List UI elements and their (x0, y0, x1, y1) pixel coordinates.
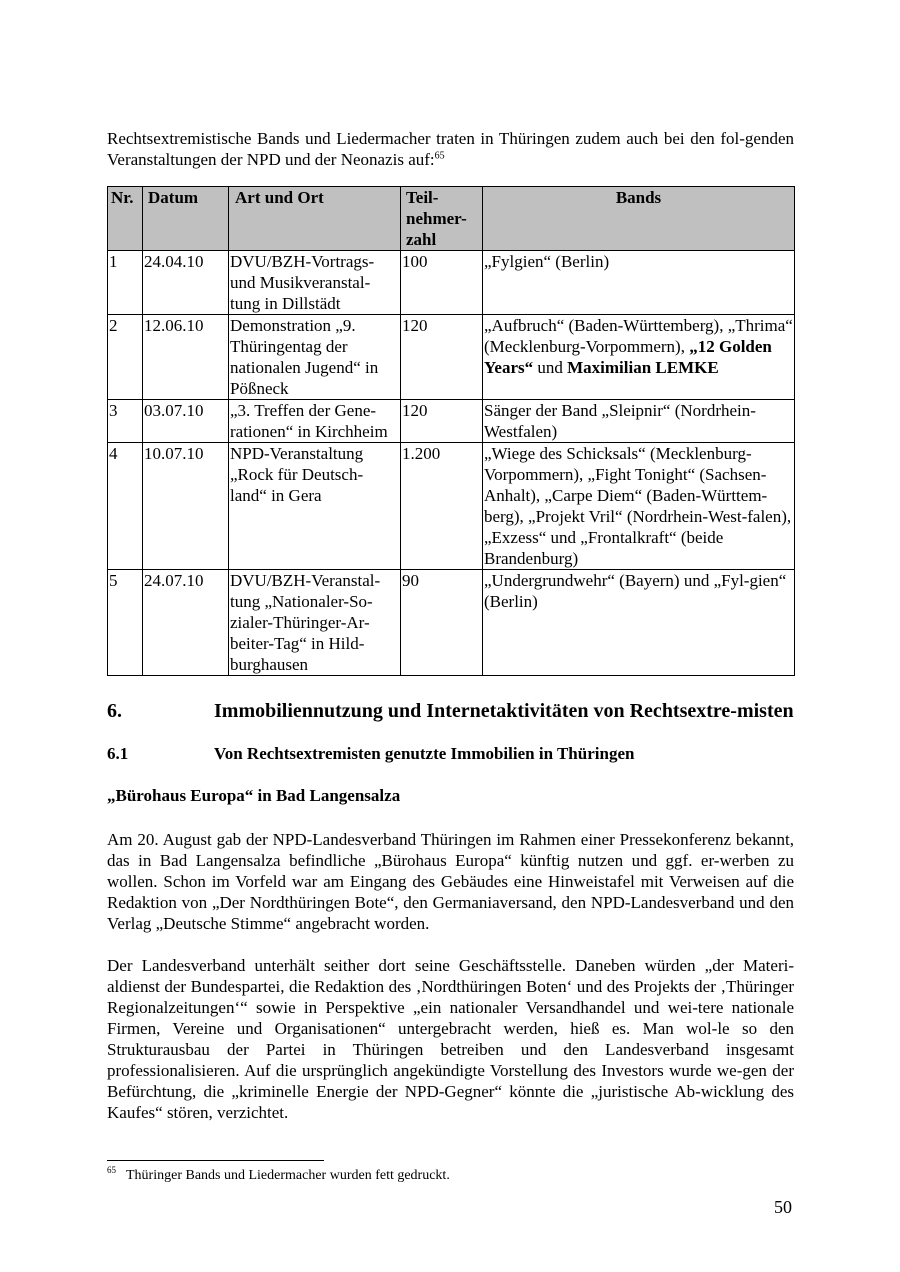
cell-datum: 24.04.10 (143, 251, 229, 315)
cell-bands: „Fylgien“ (Berlin) (483, 251, 795, 315)
subheading: „Bürohaus Europa“ in Bad Langensalza (107, 786, 401, 805)
page-number: 50 (774, 1197, 792, 1217)
bands-text: „Aufbruch“ (Baden-Württemberg), „Thrima“ (Mecklenburg-Vorpommern), (484, 316, 793, 356)
intro-text: Rechtsextremistische Bands und Liedermacher traten in Thüringen zudem auch bei den fol-genden Veranstaltungen der NPD und der Neonazis auf: (107, 129, 794, 169)
cell-art-und-ort: NPD-Veranstaltung „Rock für Deutsch-land“ in Gera (229, 443, 401, 570)
cell-nr: 4 (108, 443, 143, 570)
cell-art-und-ort: Demonstration „9. Thüringentag der nationalen Jugend“ in Pößneck (229, 315, 401, 400)
paragraph-2: Der Landesverband unterhält seither dort seine Geschäftsstelle. Daneben würden „der Materi-aldienst der Bundespartei, die Redaktion des ‚Nordthüringen Boten‘ und des Projekts der ‚Thüringer Regionalzeitungen‘“ sowie in Perspektive „ein nationaler Versandhandel und wei-tere nationale Firmen, Vereine und Organisationen“ untergebracht werden, hieß es. Man wol-le so den Strukturausbau der Partei in Thüringen betreiben und den Landesverband insgesamt professionalisieren. Auf die ursprünglich angekündigte Vorstellung des Investors wurde we-gen der Befürchtung, die „kriminelle Energie der NPD-Gegner“ könnte die „juristische Ab-wicklung des Kaufes“ stören, verzichtet. (107, 956, 794, 1122)
table-row (108, 251, 795, 315)
cell-bands: „Undergrundwehr“ (Bayern) und „Fyl-gien“ (Berlin) (483, 570, 795, 676)
cell-art-und-ort: DVU/BZH-Veranstal-tung „Nationaler-So-zialer-Thüringer-Ar-beiter-Tag“ in Hild-burghausen (229, 570, 401, 676)
paragraph-1: Am 20. August gab der NPD-Landesverband Thüringen im Rahmen einer Pressekonferenz bekannt, das in Bad Langensalza befindliche „Bürohaus Europa“ künftig nutzen und ggf. er-werben zu wollen. Schon im Vorfeld war am Eingang des Gebäudes eine Hinweistafel mit Verweisen auf die Redaktion von „Der Nordthüringen Bote“, den Germaniaversand, den NPD-Landesverband und den Verlag „Deutsche Stimme“ angebracht worden. (107, 830, 794, 933)
bands-connector: und (537, 358, 563, 377)
header-bands: Bands (483, 187, 795, 251)
cell-teilnehmerzahl: 90 (401, 570, 483, 676)
cell-bands: „Wiege des Schicksals“ (Mecklenburg-Vorpommern), „Fight Tonight“ (Sachsen-Anhalt), „Carpe Diem“ (Baden-Württem-berg), „Projekt Vril“ (Nordrhein-West-falen), „Exzess“ und „Frontalkraft“ (beide Brandenburg) (483, 443, 795, 570)
header-teilnehmerzahl: Teil-nehmer-zahl (401, 187, 483, 251)
page-body (107, 128, 794, 1123)
cell-teilnehmerzahl: 120 (401, 400, 483, 443)
cell-art-und-ort: DVU/BZH-Vortrags- und Musikveranstal-tung in Dillstädt (229, 251, 401, 315)
header-art-und-ort: Art und Ort (229, 187, 401, 251)
cell-teilnehmerzahl: 1.200 (401, 443, 483, 570)
cell-art-und-ort: „3. Treffen der Gene-rationen“ in Kirchheim (229, 400, 401, 443)
table-row (108, 443, 795, 570)
cell-nr: 5 (108, 570, 143, 676)
subsection-title: Von Rechtsextremisten genutzte Immobilien in Thüringen (214, 744, 635, 763)
cell-nr: 1 (108, 251, 143, 315)
section-number: 6. (107, 700, 122, 722)
footnote-divider (107, 1160, 324, 1161)
footnote-text: Thüringer Bands und Liedermacher wurden fett gedruckt. (126, 1168, 450, 1183)
cell-teilnehmerzahl: 100 (401, 251, 483, 315)
bands-bold-thuringian: Maximilian LEMKE (567, 358, 719, 377)
table-row (108, 315, 795, 400)
footnote-number: 65 (107, 1165, 116, 1176)
cell-nr: 3 (108, 400, 143, 443)
section-title: Immobiliennutzung und Internetaktivitäten von Rechtsextre-misten (214, 700, 794, 722)
cell-bands (483, 315, 795, 400)
subsection-number: 6.1 (107, 744, 129, 763)
section-6-heading (107, 699, 794, 723)
footnote-ref: 65 (434, 150, 445, 162)
table-row (108, 400, 795, 443)
header-nr: Nr. (108, 187, 143, 251)
cell-datum: 03.07.10 (143, 400, 229, 443)
bands-bold-thuringian: „12 Golden Years“ (484, 337, 772, 377)
table-header-row (108, 187, 795, 251)
cell-datum: 24.07.10 (143, 570, 229, 676)
footnote (107, 1167, 450, 1185)
cell-datum: 12.06.10 (143, 315, 229, 400)
intro-paragraph (107, 128, 794, 170)
cell-bands: Sänger der Band „Sleipnir“ (Nordrhein-Westfalen) (483, 400, 795, 443)
cell-datum: 10.07.10 (143, 443, 229, 570)
cell-nr: 2 (108, 315, 143, 400)
header-datum: Datum (143, 187, 229, 251)
events-table (107, 186, 795, 676)
table-row (108, 570, 795, 676)
cell-teilnehmerzahl: 120 (401, 315, 483, 400)
section-6-1-heading (107, 743, 794, 764)
